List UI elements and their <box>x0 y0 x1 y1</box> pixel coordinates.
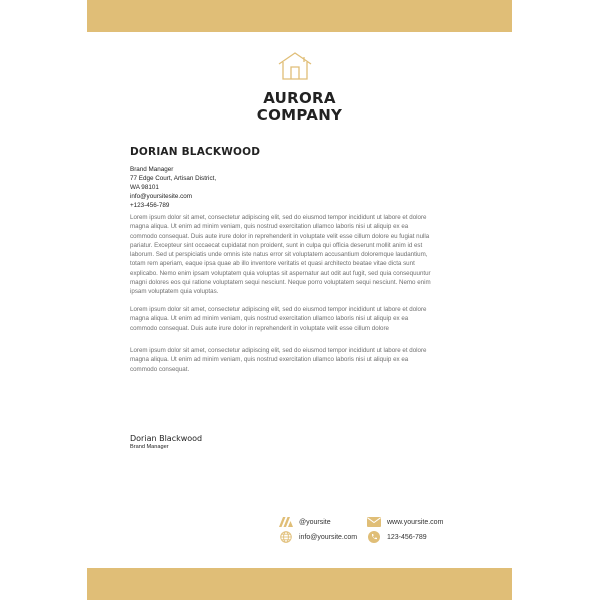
sender-title: Brand Manager <box>130 166 174 173</box>
sender-phone: +123-456-789 <box>130 202 170 209</box>
company-name-line1: AURORA <box>263 89 336 107</box>
footer-website[interactable] <box>366 516 443 528</box>
envelope-icon <box>366 516 381 528</box>
sender-contact-block <box>130 165 216 210</box>
globe-icon <box>278 531 293 543</box>
footer-phone-number: 123-456-789 <box>387 533 427 541</box>
header-band <box>87 0 512 32</box>
body-paragraph-3: Lorem ipsum dolor sit amet, consectetur adipiscing elit, sed do eiusmod tempor incididunt ut labore et dolore magna aliqua. Ut enim ad minim veniam, quis nostrud exercitation ullamco laboris nisi ut aliquip ex ea commodo consequat. <box>130 347 427 373</box>
company-name <box>87 90 512 124</box>
footer-email[interactable] <box>278 531 357 543</box>
sender-address-line2: WA 98101 <box>130 184 159 191</box>
sender-address-line1: 77 Edge Court, Artisan District, <box>130 175 217 182</box>
company-name-line2: COMPANY <box>256 106 343 124</box>
footer-social[interactable] <box>278 516 331 528</box>
phone-icon <box>366 531 381 543</box>
sender-name: DORIAN BLACKWOOD <box>130 146 261 158</box>
body-paragraph-2: Lorem ipsum dolor sit amet, consectetur adipiscing elit, sed do eiusmod tempor incididunt ut labore et dolore magna aliqua. Ut enim ad minim veniam, quis nostrud exercitation ullamco laboris nisi ut aliquip ex ea commodo consequat. Duis aute irure dolor in reprehenderit in voluptate velit esse cillum dolore <box>130 306 427 332</box>
sender-email[interactable]: info@yoursitesite.com <box>130 193 193 200</box>
social-logo-icon <box>278 516 293 528</box>
footer-website-url: www.yoursite.com <box>387 518 444 526</box>
signature-name: Dorian Blackwood <box>130 434 203 443</box>
letterhead-page <box>87 0 512 600</box>
footer-phone[interactable] <box>366 531 427 543</box>
house-icon <box>277 51 313 81</box>
footer-social-handle: @yoursite <box>299 518 331 526</box>
footer-email-address: info@yoursite.com <box>299 533 358 541</box>
signature-title: Brand Manager <box>130 444 169 450</box>
footer-band <box>87 568 512 600</box>
body-paragraph-1: Lorem ipsum dolor sit amet, consectetur adipiscing elit, sed do eiusmod tempor incididunt ut labore et dolore magna aliqua. Ut enim ad minim veniam, quis nostrud exercitation ullamco laboris nisi ut aliquip ex ea commodo consequat. Duis aute irure dolor in reprehenderit in voluptate velit esse cillum dolore eu fugiat nulla pariatur. Excepteur sint occaecat cupidatat non proident, sunt in culpa qui officia deserunt mollit anim id est laborum. Sed ut perspiciatis unde omnis iste natus error sit voluptatem accusantium doloremque laudantium, totam rem aperiam, eaque ipsa quae ab illo inventore veritatis et quasi architecto beatae vitae dicta sunt explicabo. Nemo enim ipsam voluptatem quia voluptas sit aspernatur aut odit aut fugit, sed quia consequuntur magni dolores eos qui ratione voluptatem sequi nesciunt. Neque porro voluptatem sequi nesciunt. Nemo enim ipsam voluptatem quia voluptas. <box>130 214 431 295</box>
